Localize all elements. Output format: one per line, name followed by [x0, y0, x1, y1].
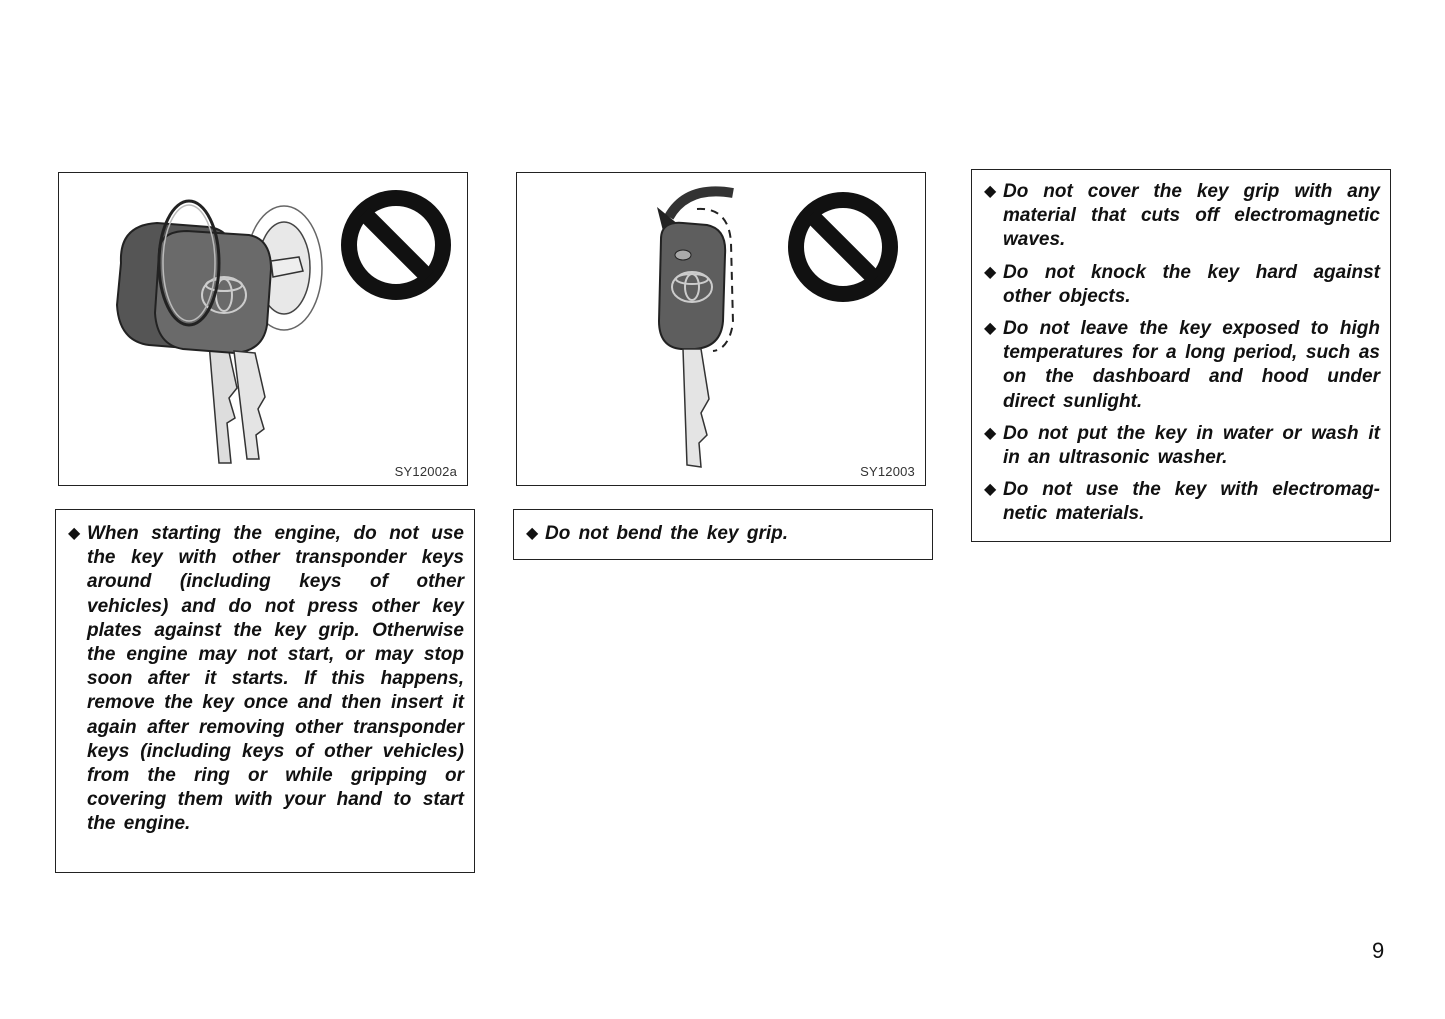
caution-note-bend	[513, 509, 933, 560]
figure-code: SY12003	[860, 464, 915, 479]
note-item	[526, 522, 922, 546]
note-item	[68, 522, 464, 837]
prohibition-icon	[796, 200, 890, 294]
diamond-bullet-icon: ◆	[526, 525, 539, 542]
note-text: Do not use the key with electromagnetic materials.	[1003, 479, 1380, 525]
note-text: When starting the engine, do not use the key with other transponder keys around (including keys of other vehicles) and do not press other key plates against the key grip. Otherwise the engine may not start, or may stop soon after it starts. If this happens, remove the key once and then insert it again after removing other transponder keys (including keys of other vehicles) from the ring or while gripping or covering them with your hand to start the engine.	[87, 523, 464, 835]
prohibition-icon	[349, 198, 443, 292]
page-number: 9	[1372, 938, 1385, 963]
note-item	[984, 180, 1380, 253]
key-illustration-1	[59, 173, 467, 485]
note-item	[984, 478, 1380, 526]
note-item	[984, 422, 1380, 470]
caution-note-transponder	[55, 509, 475, 873]
diamond-bullet-icon: ◆	[984, 320, 997, 338]
note-text: Do not leave the key exposed to high temperatures for a long period, such as on the dashboard and hood under direct sunlight.	[1003, 318, 1380, 412]
diamond-bullet-icon: ◆	[984, 424, 997, 442]
diamond-bullet-icon: ◆	[984, 263, 997, 281]
diamond-bullet-icon: ◆	[984, 481, 997, 499]
figure-key-with-other-keys	[58, 172, 468, 486]
figure-code: SY12002a	[394, 464, 457, 479]
note-item	[984, 261, 1380, 309]
diamond-bullet-icon: ◆	[68, 525, 81, 542]
figure-bent-key-grip	[516, 172, 926, 486]
note-text: Do not bend the key grip.	[545, 523, 789, 544]
diamond-bullet-icon: ◆	[984, 183, 997, 200]
note-text: Do not put the key in water or wash it in an ultrasonic washer.	[1003, 422, 1380, 469]
note-text: Do not cover the key grip with any material that cuts off electromagnetic waves.	[1003, 181, 1380, 251]
caution-note-list	[971, 169, 1391, 542]
note-item	[984, 317, 1380, 414]
key-illustration-2	[517, 173, 925, 485]
note-text: Do not knock the key hard against other objects.	[1003, 261, 1380, 307]
